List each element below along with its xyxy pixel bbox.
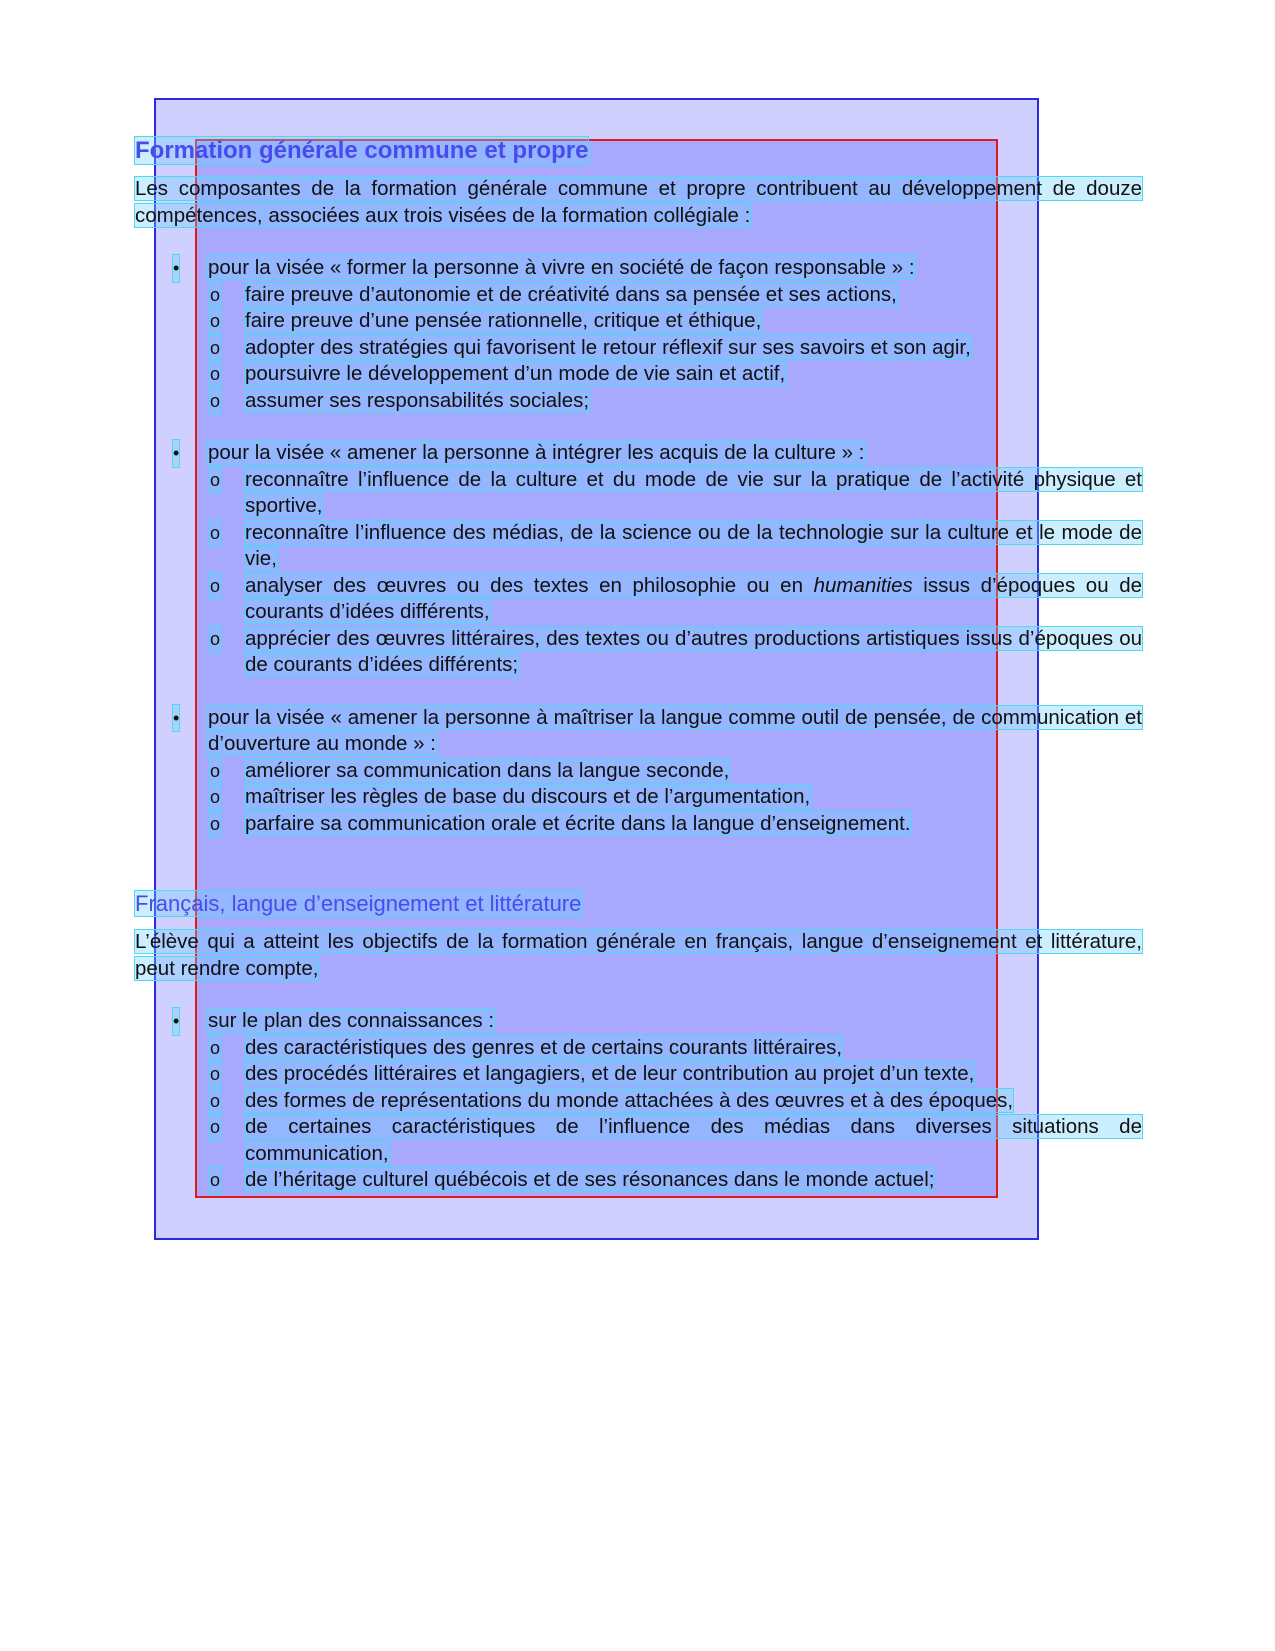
list-item: o maîtriser les règles de base du discours et de l’argumentation, [208,784,1142,811]
intro-paragraph: Les composantes de la formation générale commune et propre contribuent au développement de douze compétences, associées aux trois visées de la formation collégiale : [135,177,1142,227]
circle-bullet-icon: o [210,467,220,494]
knowledge-group [135,1008,1142,1194]
list-item: o faire preuve d’une pensée rationnelle, critique et éthique, [208,308,1142,335]
circle-bullet-icon: o [210,1088,220,1115]
list-item: o des procédés littéraires et langagiers, et de leur contribution au projet d’un texte, [208,1061,1142,1088]
list-item: o analyser des œuvres ou des textes en philosophie ou en humanities issus d’époques ou de courants d’idées différents, [210,573,1142,623]
circle-bullet-icon: o [210,1167,220,1194]
competency-group-3 [135,705,1142,838]
circle-bullet-icon: o [210,282,220,309]
circle-bullet-icon: o [210,335,220,362]
list-item: o faire preuve d’autonomie et de créativité dans sa pensée et ses actions, [208,282,1142,309]
bullet-icon: • [173,1008,179,1035]
list-item: o poursuivre le développement d’un mode de vie sain et actif, [208,361,1142,388]
list-item: o assumer ses responsabilités sociales; [208,388,1142,415]
list-item: o des formes de représentations du monde attachées à des œuvres et à des époques, [208,1088,1142,1115]
competency-group-1 [135,255,1142,414]
circle-bullet-icon: o [210,784,220,811]
list-item: • sur le plan des connaissances : o des caractéristiques des genres et de certains courants littéraires, o des procédés littéraires et langagiers, et de leur contribution au projet d’un texte, o des formes de représentations du monde attachées à des œuvres et à des époques, o de certaines caractéristiques de l’influence des médias dans diverses situations de communication, o de l’héritage culturel québécois et de ses résonances dans le monde actuel; [135,1008,1142,1194]
circle-bullet-icon: o [210,361,220,388]
list-item: o de l’héritage culturel québécois et de ses résonances dans le monde actuel; [208,1167,1142,1194]
list-item: • pour la visée « former la personne à vivre en société de façon responsable » : o faire preuve d’autonomie et de créativité dans sa pensée et ses actions, o faire preuve d’une pensée rationnelle, critique et éthique, o adopter des stratégies qui favorisent le retour réflexif sur ses savoirs et son agir, o poursuivre le développement d’un mode de vie sain et actif, o assumer ses responsabilités sociales; [135,255,1142,414]
list-item: o reconnaître l’influence des médias, de la science ou de la technologie sur la culture et le mode de vie, [210,520,1142,570]
list-item: o parfaire sa communication orale et écrite dans la langue d’enseignement. [208,811,1142,838]
competency-group-2 [135,440,1142,679]
list-item: o améliorer sa communication dans la langue seconde, [208,758,1142,785]
bullet-icon: • [173,440,179,467]
circle-bullet-icon: o [210,308,220,335]
circle-bullet-icon: o [210,1061,220,1088]
list-item: o reconnaître l’influence de la culture et du mode de vie sur la pratique de l’activité physique et sportive, [210,467,1142,517]
list-item: o des caractéristiques des genres et de certains courants littéraires, [208,1035,1142,1062]
circle-bullet-icon: o [210,626,220,653]
list-item: • pour la visée « amener la personne à intégrer les acquis de la culture » : o reconnaître l’influence de la culture et du mode de vie sur la pratique de l’activité physique et sportive, o reconnaître l’influence des médias, de la science ou de la technologie sur la culture et le mode de vie, o analyser des œuvres ou des textes en philosophie ou en humanities issus d’époques ou de courants d’idées différents, o apprécier des œuvres littéraires, des textes ou d’autres productions artistiques issus d’époques ou de courants d’idées différents; [135,440,1142,679]
intro-paragraph: L’élève qui a atteint les objectifs de la formation générale en français, langue d’enseignement et littérature, peut rendre compte, [135,930,1142,980]
bullet-icon: • [173,705,179,732]
list-item: • pour la visée « amener la personne à maîtriser la langue comme outil de pensée, de communication et d’ouverture au monde » : o améliorer sa communication dans la langue seconde, o maîtriser les règles de base du discours et de l’argumentation, o parfaire sa communication orale et écrite dans la langue d’enseignement. [135,705,1142,838]
circle-bullet-icon: o [210,520,220,547]
section-title-francais: Français, langue d’enseignement et littérature [135,891,582,916]
circle-bullet-icon: o [210,811,220,838]
bullet-icon: • [173,255,179,282]
list-item: o adopter des stratégies qui favorisent le retour réflexif sur ses savoirs et son agir, [208,335,1142,362]
circle-bullet-icon: o [210,758,220,785]
circle-bullet-icon: o [210,573,220,600]
circle-bullet-icon: o [210,1035,220,1062]
circle-bullet-icon: o [210,388,220,415]
section-title-formation: Formation générale commune et propre [135,137,589,164]
document-body [135,134,1142,1194]
circle-bullet-icon: o [210,1114,220,1141]
list-item: o apprécier des œuvres littéraires, des textes ou d’autres productions artistiques issus d’époques ou de courants d’idées différents; [210,626,1142,676]
list-item: o de certaines caractéristiques de l’influence des médias dans diverses situations de communication, [210,1115,1142,1165]
